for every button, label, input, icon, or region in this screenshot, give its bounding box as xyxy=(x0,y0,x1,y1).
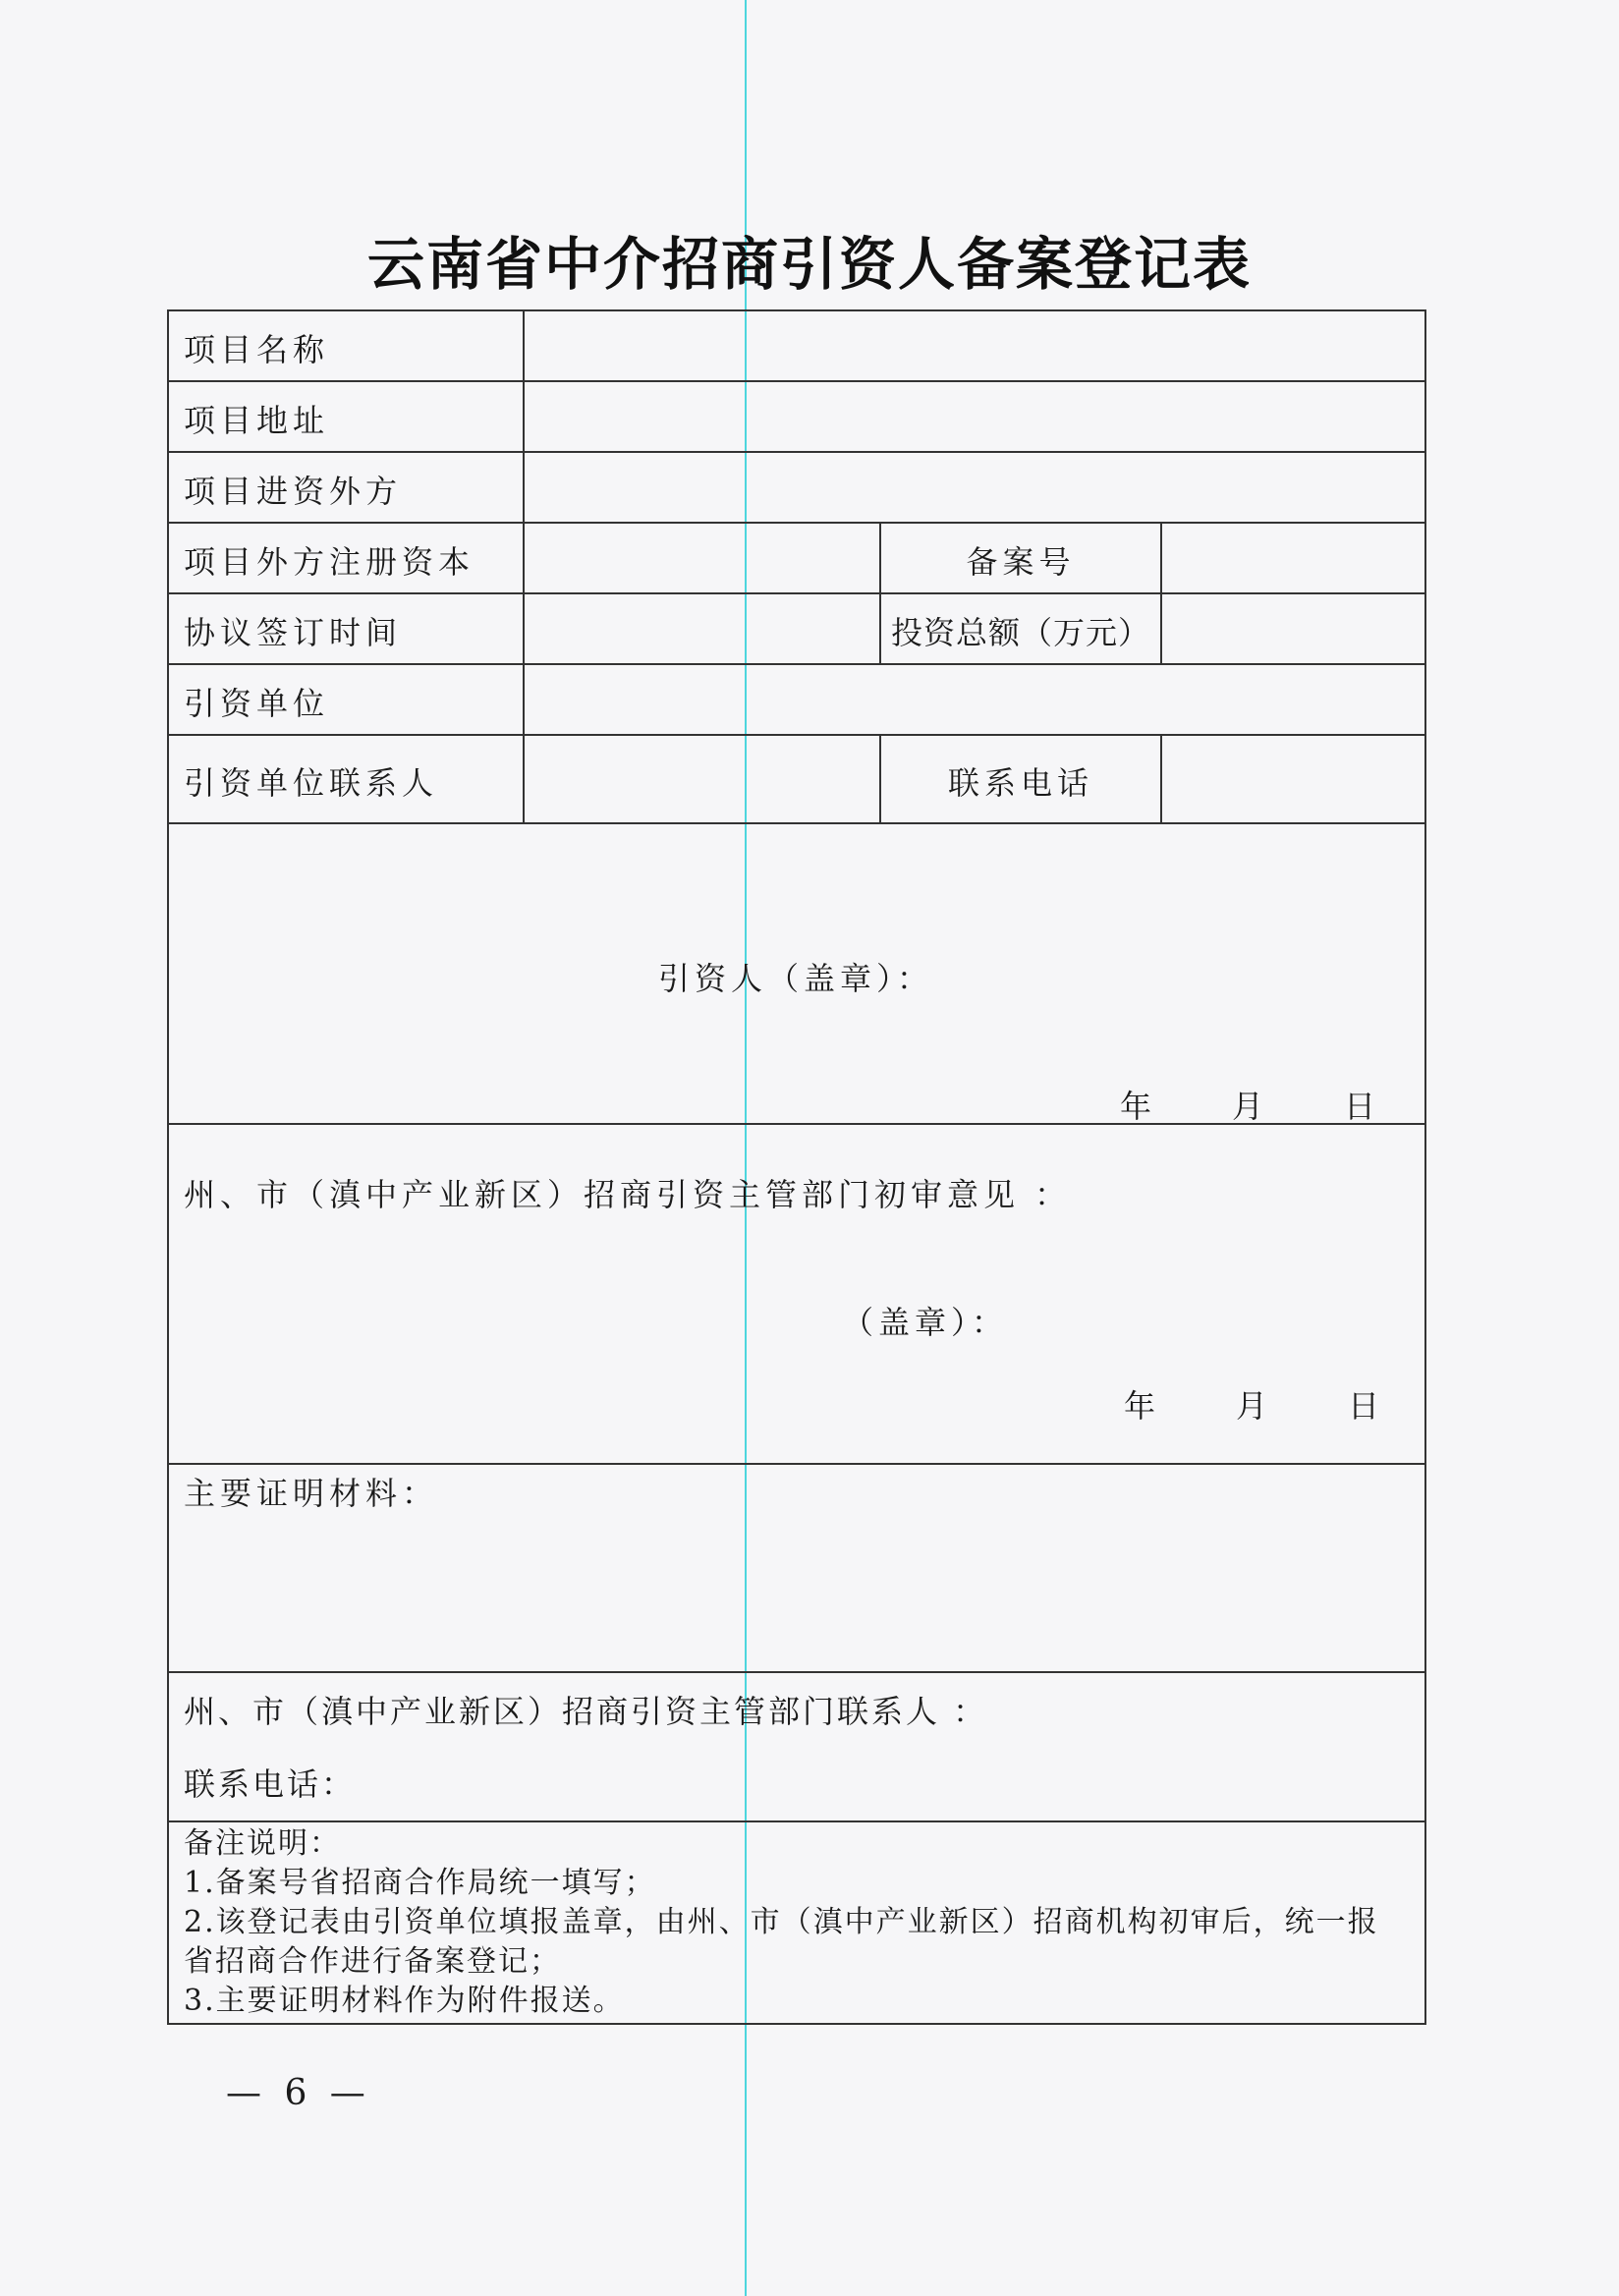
review-date: 年 月 日 xyxy=(1124,1387,1386,1425)
materials-label: 主要证明材料： xyxy=(184,1475,439,1512)
project-name-label: 项目名称 xyxy=(184,331,330,368)
grid-line xyxy=(169,380,1424,382)
foreign-investor-label: 项目进资外方 xyxy=(184,473,403,510)
grid-line xyxy=(169,451,1424,453)
notes-block xyxy=(184,1824,1412,2021)
seal-date: 年 月 日 xyxy=(1120,1088,1382,1125)
note-item: 省招商合作进行备案登记； xyxy=(184,1944,561,1979)
page-number: — 6 — xyxy=(226,2073,371,2113)
note-item: 1.备案号省招商合作局统一填写； xyxy=(184,1866,656,1900)
note-item: 3.主要证明材料作为附件报送。 xyxy=(184,1984,625,2018)
review-opinion-label: 州、市（滇中产业新区）招商引资主管部门初审意见 ： xyxy=(184,1176,1072,1213)
document-title: 云南省中介招商引资人备案登记表 xyxy=(366,231,1252,298)
grid-line xyxy=(1160,734,1162,822)
contact-phone-label: 联系电话 xyxy=(947,764,1093,802)
grid-line xyxy=(169,1820,1424,1822)
review-seal-label: （盖章）： xyxy=(842,1304,1009,1341)
note-item: 2.该登记表由引资单位填报盖章，由州、市（滇中产业新区）招商机构初审后，统一报 xyxy=(184,1905,1379,1939)
notes-heading: 备注说明： xyxy=(184,1826,341,1861)
department-contact-label: 州、市（滇中产业新区）招商引资主管部门联系人 ： xyxy=(184,1693,988,1730)
agreement-date-label: 协议签订时间 xyxy=(184,614,403,651)
grid-line xyxy=(1160,522,1162,663)
project-address-label: 项目地址 xyxy=(184,402,330,439)
grid-line xyxy=(169,822,1424,824)
registration-form xyxy=(167,309,1426,2025)
grid-line xyxy=(523,311,525,822)
foreign-registered-capital-label: 项目外方注册资本 xyxy=(184,543,475,581)
introducing-unit-label: 引资单位 xyxy=(184,685,330,722)
introducer-seal-label: 引资人（盖章）： xyxy=(658,960,934,997)
grid-line xyxy=(169,522,1424,524)
filing-number-label: 备案号 xyxy=(966,543,1076,581)
grid-line xyxy=(169,663,1424,665)
department-phone-label: 联系电话： xyxy=(184,1765,357,1803)
grid-line xyxy=(169,734,1424,736)
grid-line xyxy=(169,592,1424,594)
introducing-contact-label: 引资单位联系人 xyxy=(184,764,439,802)
grid-line xyxy=(169,1671,1424,1673)
total-investment-label: 投资总额（万元） xyxy=(890,614,1150,651)
grid-line xyxy=(169,1463,1424,1465)
